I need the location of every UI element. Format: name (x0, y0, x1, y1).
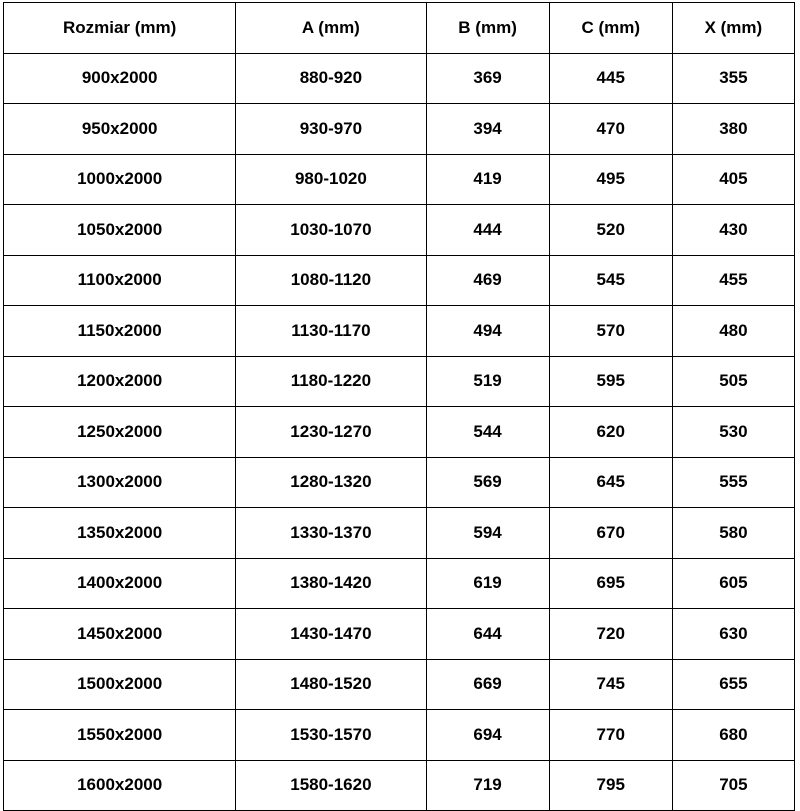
cell-b: 494 (426, 306, 549, 357)
cell-c: 745 (549, 659, 672, 710)
table-row (4, 457, 795, 508)
cell-c: 770 (549, 710, 672, 761)
table-row (4, 710, 795, 761)
cell-x: 630 (672, 609, 794, 660)
table-row (4, 609, 795, 660)
column-header-rozmiar: Rozmiar (mm) (4, 3, 236, 54)
size-table-container (0, 2, 800, 802)
cell-x: 655 (672, 659, 794, 710)
cell-b: 619 (426, 558, 549, 609)
cell-x: 480 (672, 306, 794, 357)
cell-c: 645 (549, 457, 672, 508)
column-header-b: B (mm) (426, 3, 549, 54)
cell-b: 369 (426, 53, 549, 104)
cell-b: 719 (426, 760, 549, 811)
table-row (4, 205, 795, 256)
cell-x: 355 (672, 53, 794, 104)
cell-a: 1580-1620 (236, 760, 426, 811)
cell-rozmiar: 1300x2000 (4, 457, 236, 508)
cell-b: 569 (426, 457, 549, 508)
cell-a: 1230-1270 (236, 407, 426, 458)
cell-b: 419 (426, 154, 549, 205)
cell-x: 680 (672, 710, 794, 761)
cell-x: 530 (672, 407, 794, 458)
table-row (4, 104, 795, 155)
cell-x: 580 (672, 508, 794, 559)
cell-b: 469 (426, 255, 549, 306)
cell-c: 670 (549, 508, 672, 559)
cell-b: 594 (426, 508, 549, 559)
cell-rozmiar: 1150x2000 (4, 306, 236, 357)
cell-b: 394 (426, 104, 549, 155)
cell-x: 405 (672, 154, 794, 205)
cell-x: 455 (672, 255, 794, 306)
size-table (3, 2, 795, 811)
cell-a: 1430-1470 (236, 609, 426, 660)
cell-rozmiar: 1050x2000 (4, 205, 236, 256)
cell-rozmiar: 1500x2000 (4, 659, 236, 710)
cell-b: 544 (426, 407, 549, 458)
cell-rozmiar: 1100x2000 (4, 255, 236, 306)
cell-a: 1380-1420 (236, 558, 426, 609)
table-row (4, 53, 795, 104)
cell-rozmiar: 1350x2000 (4, 508, 236, 559)
table-row (4, 558, 795, 609)
cell-x: 555 (672, 457, 794, 508)
cell-a: 1030-1070 (236, 205, 426, 256)
cell-x: 605 (672, 558, 794, 609)
column-header-x: X (mm) (672, 3, 794, 54)
column-header-a: A (mm) (236, 3, 426, 54)
cell-c: 445 (549, 53, 672, 104)
cell-c: 620 (549, 407, 672, 458)
cell-rozmiar: 1600x2000 (4, 760, 236, 811)
table-body (4, 53, 795, 811)
cell-c: 545 (549, 255, 672, 306)
cell-c: 520 (549, 205, 672, 256)
column-header-c: C (mm) (549, 3, 672, 54)
cell-x: 430 (672, 205, 794, 256)
cell-b: 694 (426, 710, 549, 761)
cell-a: 1330-1370 (236, 508, 426, 559)
table-row (4, 760, 795, 811)
table-row (4, 306, 795, 357)
cell-b: 669 (426, 659, 549, 710)
cell-x: 705 (672, 760, 794, 811)
cell-a: 880-920 (236, 53, 426, 104)
table-row (4, 154, 795, 205)
cell-x: 380 (672, 104, 794, 155)
table-row (4, 356, 795, 407)
cell-c: 595 (549, 356, 672, 407)
cell-rozmiar: 1550x2000 (4, 710, 236, 761)
cell-a: 930-970 (236, 104, 426, 155)
cell-c: 695 (549, 558, 672, 609)
cell-rozmiar: 900x2000 (4, 53, 236, 104)
table-row (4, 407, 795, 458)
cell-rozmiar: 1400x2000 (4, 558, 236, 609)
cell-a: 980-1020 (236, 154, 426, 205)
table-row (4, 659, 795, 710)
table-header-row (4, 3, 795, 54)
cell-b: 444 (426, 205, 549, 256)
cell-c: 495 (549, 154, 672, 205)
cell-a: 1180-1220 (236, 356, 426, 407)
cell-a: 1480-1520 (236, 659, 426, 710)
cell-b: 644 (426, 609, 549, 660)
table-row (4, 508, 795, 559)
cell-x: 505 (672, 356, 794, 407)
table-header (4, 3, 795, 54)
cell-rozmiar: 1450x2000 (4, 609, 236, 660)
cell-c: 470 (549, 104, 672, 155)
cell-rozmiar: 950x2000 (4, 104, 236, 155)
cell-rozmiar: 1250x2000 (4, 407, 236, 458)
cell-c: 795 (549, 760, 672, 811)
cell-rozmiar: 1200x2000 (4, 356, 236, 407)
cell-rozmiar: 1000x2000 (4, 154, 236, 205)
cell-b: 519 (426, 356, 549, 407)
cell-a: 1280-1320 (236, 457, 426, 508)
table-row (4, 255, 795, 306)
cell-c: 720 (549, 609, 672, 660)
cell-a: 1530-1570 (236, 710, 426, 761)
cell-a: 1130-1170 (236, 306, 426, 357)
cell-a: 1080-1120 (236, 255, 426, 306)
cell-c: 570 (549, 306, 672, 357)
